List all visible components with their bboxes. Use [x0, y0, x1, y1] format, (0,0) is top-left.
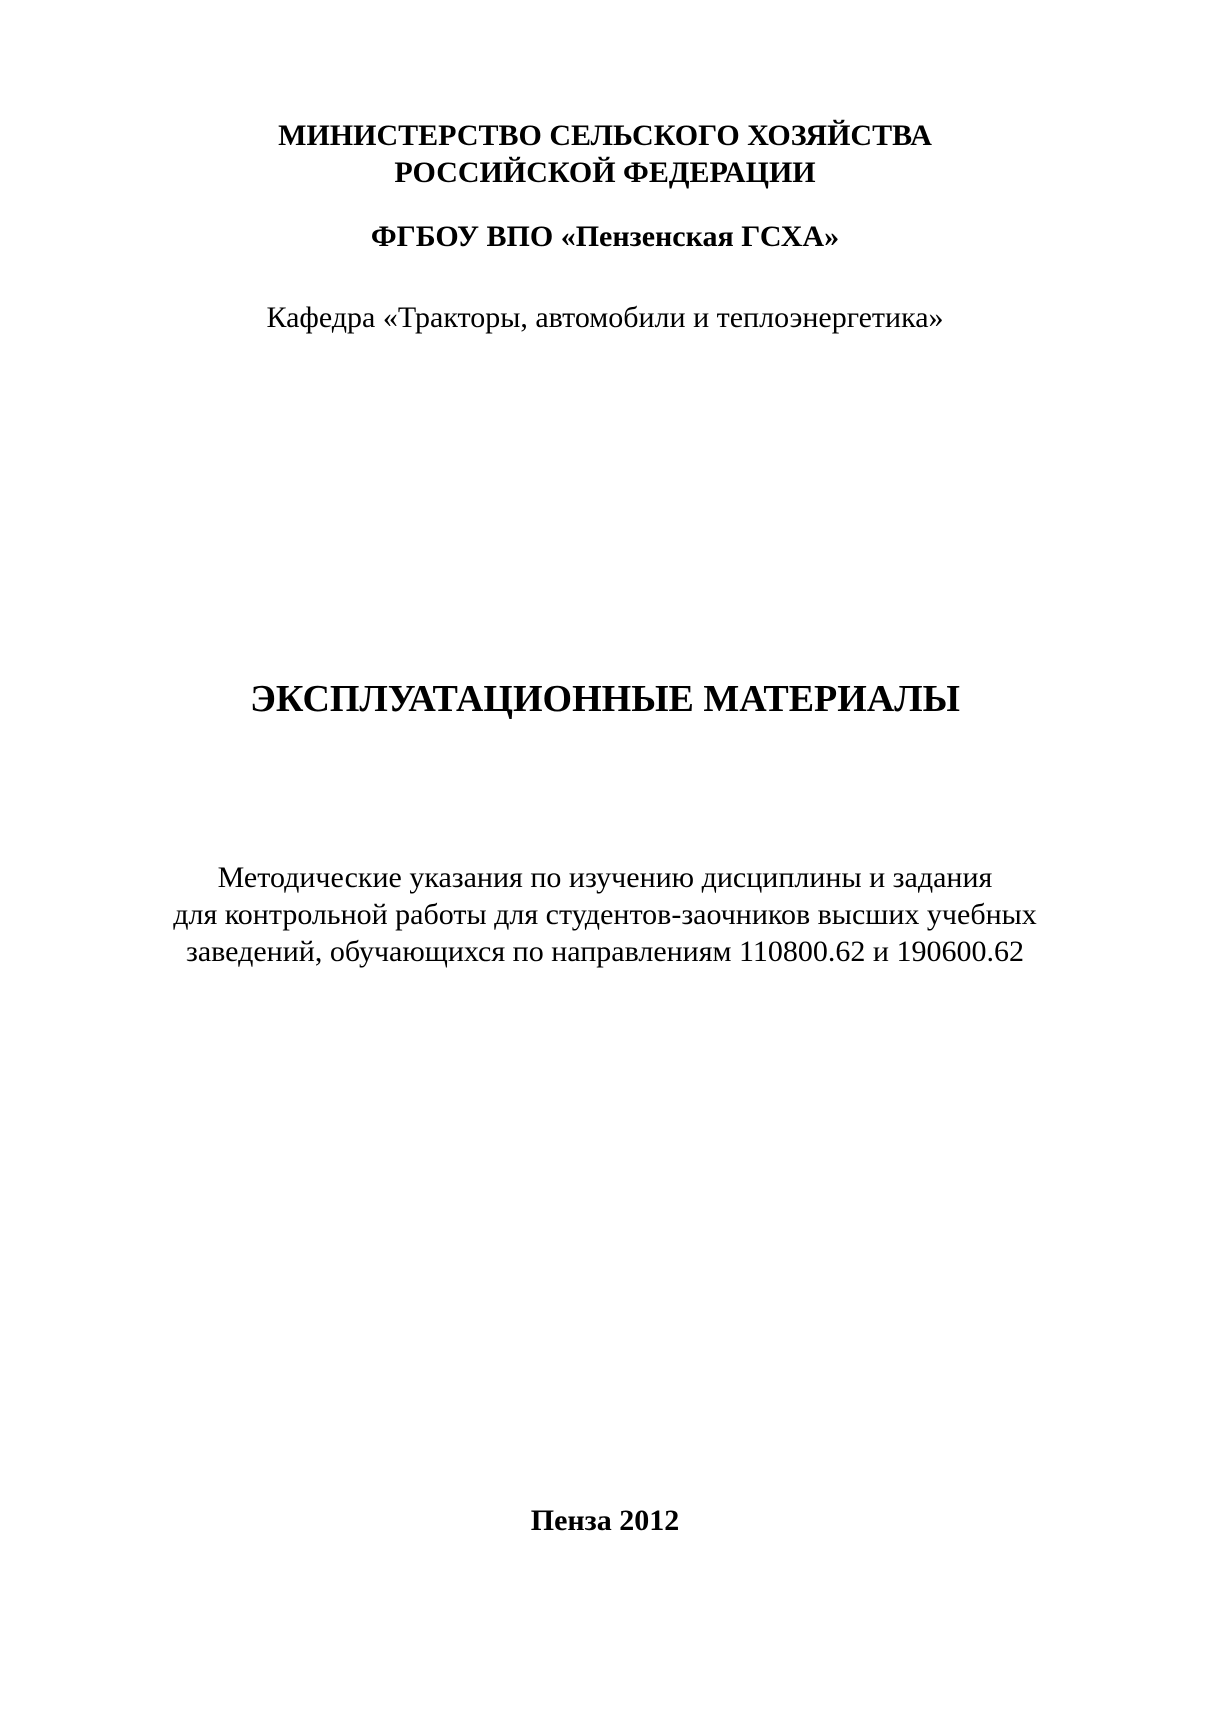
institution-name: ФГБОУ ВПО «Пензенская ГСХА» — [370, 220, 840, 253]
subtitle-line-1: Методические указания по изучению дисциплины и задания — [217, 861, 993, 894]
document-title: ЭКСПЛУАТАЦИОННЫЕ МАТЕРИАЛЫ — [250, 678, 960, 720]
ministry-name-line-1: МИНИСТЕРСТВО СЕЛЬСКОГО ХОЗЯЙСТВА — [278, 119, 932, 152]
ministry-name-line-2: РОССИЙСКОЙ ФЕДЕРАЦИИ — [394, 156, 816, 189]
subtitle-line-3: заведений, обучающихся по направлениям 110800.62 и 190600.62 — [186, 935, 1024, 968]
city-year: Пенза 2012 — [530, 1504, 680, 1537]
subtitle-line-2: для контрольной работы для студентов-заочников высших учебных — [173, 898, 1037, 931]
department-name: Кафедра «Тракторы, автомобили и теплоэнергетика» — [266, 301, 944, 334]
